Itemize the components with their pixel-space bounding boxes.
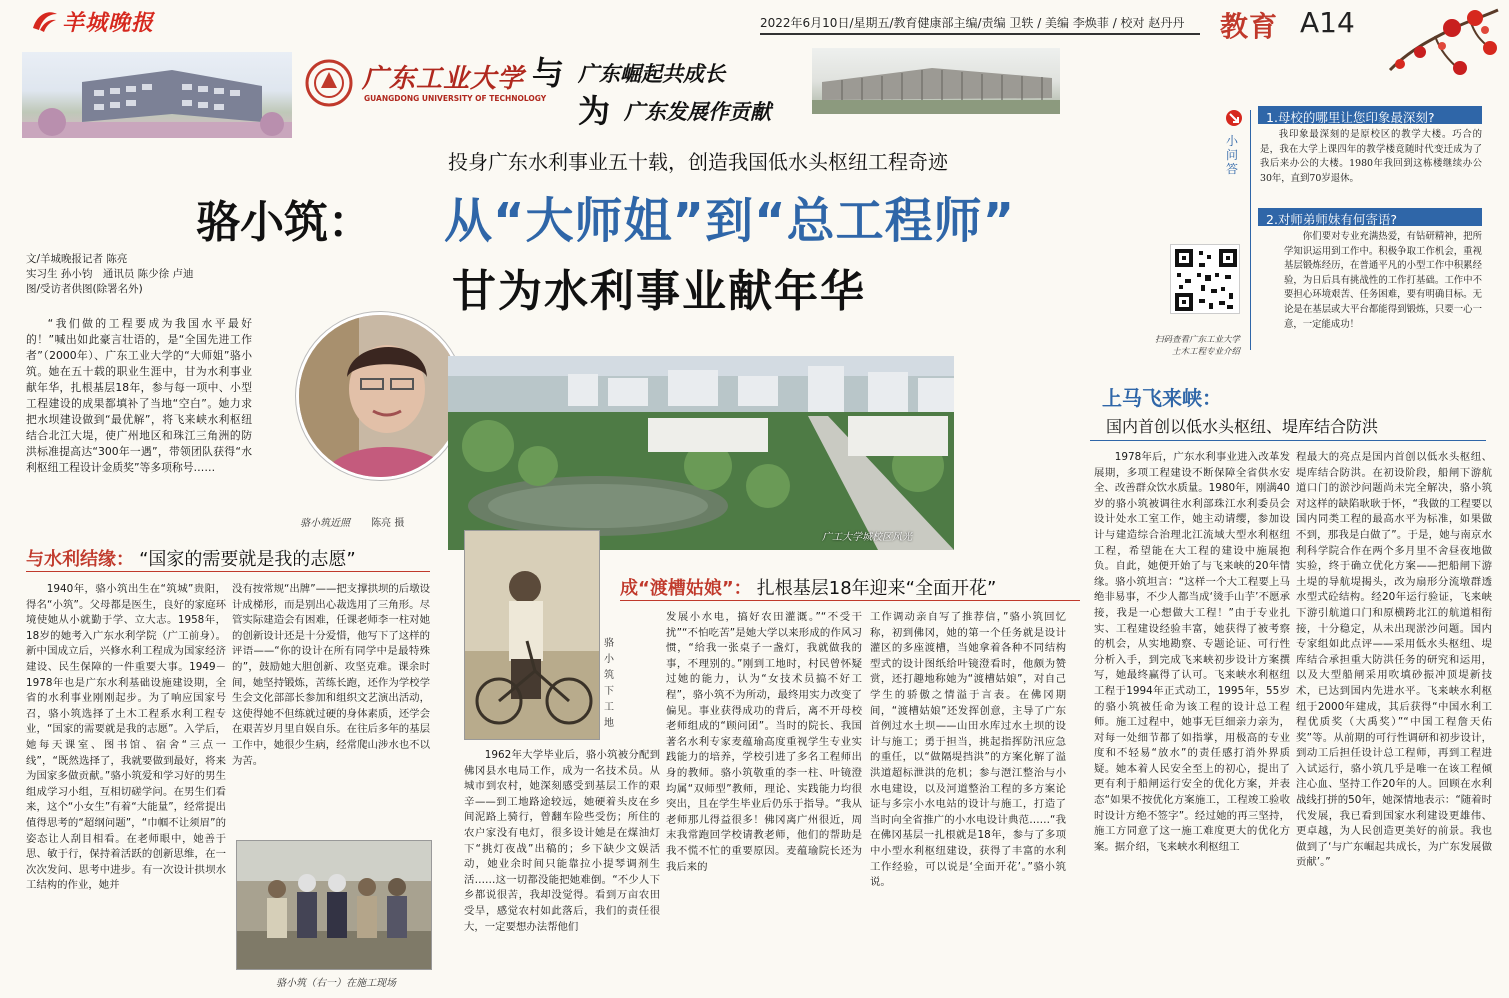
section-name: 教育: [1220, 10, 1279, 43]
qa-answer-1: [1260, 128, 1482, 204]
headline-kicker: 投身广东水利事业五十载，创造我国低水头枢纽工程奇迹: [448, 150, 948, 174]
building-photo-left: [22, 52, 292, 138]
section2-subtitle: 扎根基层18年迎来“全面开花”: [756, 578, 997, 599]
section2-column-1: [464, 748, 660, 994]
section1-title: 与水利结缘：: [26, 549, 134, 570]
qr-caption-line2: 土木工程专业介绍: [1171, 347, 1240, 357]
qa-arrow-icon: [1226, 110, 1242, 126]
portrait-credit: 陈亮 摄: [371, 518, 405, 529]
campus-photo: [448, 356, 954, 550]
byline-interns: 实习生 孙小钧 通讯员 陈少徐 卢迪: [26, 268, 194, 280]
section3-col2-text: 程最大的亮点是国内首创以低水头枢纽、堤库结合防洪。在初设阶段，船闸下游航道口门的淤沙问题尚未完全解决，骆小筑对这样的缺陷耿耿于怀，“我做的工程要以国内同类工程的最高水平为标准，如果做不到，那我是白做了”。于是，她与南京水利科学院合作在两个多月里不舍昼夜地做实验，终于确立优化方案——把船闸下游土堤的导航堤揭头，改为扇形分流墩群透水型式砼结构。经20年运行验证，飞来峡下游引航道口门和原横跨北江的航道相衔接，十分稳定，从未出现淤沙问题。国内专家组如此点评——采用低水头枢纽、堤库结合承担重大防洪任务的研究和运用，以及大型船闸采用吹填砂振冲顶堤新技术，已达到国内先进水平。飞来峡水利枢纽于2000年建成，其后获得“中国水利工程优质奖（大禹奖）”“中国工程詹天佑奖”等。从前期的可行性调研和初步设计，到动工后担任设计总工程师，再到工程进入试运行，骆小筑几乎是唯一在该工程倾注心血、坚持工作20年的人。回顾在水利战线打拼的50年，她深情地表示：“随着时代发展，我已看到国家水利建设更雄伟、更卓越，为人民创造更美好的前景。我也做到了‘与广东崛起共成长，为广东发展做贡献’。”: [1296, 451, 1492, 869]
section2-title: 成“渡槽姑娘”：: [620, 578, 752, 599]
section3-rule: [1090, 440, 1486, 441]
qa-question-1: 1.母校的哪里让您印象最深刻?: [1258, 106, 1482, 124]
slogan-1: 广东崛起共成长: [578, 61, 725, 86]
slogan-2-lead: 为: [578, 92, 611, 130]
young-photo: [464, 530, 600, 740]
byline: [26, 252, 256, 297]
section3-col1-text: 1978年后，广东水利事业进入改革发展期，多项工程建设不断保障全省供水安全、改善群众饮水质量。1980年，刚满40岁的骆小筑被调往水利部珠江水利委员会设计处水工室工作，她主动请缨，参加设计与建造综合治理北江流域大型水利枢纽工程，希望能在大工程的建设中施展抱负。自此，她便开始了与飞来峡的20年情缘。骆小筑坦言：“这样一个大工程要上马绝非易事，不少人都当成‘烫手山芋’不愿承接，我是一心想做大工程！”由于专业扎实、工程建设经验丰富，她获得了被考察的机会，从实地勘察、专题论证、可行性分析入手，到完成飞来峡初步设计方案撰写，她最终赢得了认可。飞来峡水利枢纽工程于1994年正式动工，1995年，55岁的骆小筑被任命为该工程的设计总工程师。施工过程中，她事无巨细亲力亲为，对每一处细节都了如指掌，用极高的专业度和不轻易“放水”的责任感打消外界质疑。她本着人民安全至上的初心，提出了更有利于船闸运行安全的优化方案，并表态“如果不按优化方案施工，工程竣工验收时设计方绝不签字”。经过她的再三坚持，施工方同意了这一施工难度更大的优化方案。据介绍，飞来峡水利枢纽工: [1094, 451, 1290, 853]
intro-paragraph: [26, 316, 252, 516]
qa-answer-1-text: 我印象最深刻的是原校区的教学大楼。巧合的是，我在大学上课四年的教学楼竟随时代变迁成为了我后来办公的大楼。1980年我回到这栋楼继续办公30年，直到70岁退休。: [1260, 129, 1482, 184]
dateline: 2022年6月10日/星期五/教育健康部主编/责编 卫轶 / 美编 李焕菲 / 校对 赵丹丹: [760, 16, 1185, 30]
qa-divider: [1250, 110, 1251, 350]
qr-code: [1170, 244, 1240, 314]
qa-question-2: 2.对师弟师妹有何寄语?: [1258, 208, 1482, 226]
section2-col3-text: 工作调动亲自写了推荐信，”骆小筑回忆称，初到佛冈，她的第一个任务就是设计灌区的多座渡槽，当她拿着各种不同结构型式的设计图纸给叶镜澄看时，他颇为赞赏，还打趣地称她为“渡槽姑娘”，对自己学生的骄傲之情溢于言表。在佛冈期间，“渡槽姑娘”还发挥创意，主导了广东首例过水土坝——山田水库过水土坝的设计与施工；勇于担当，挑起指挥防汛应急的重任，以“做隔堤挡洪”的方案化解了溢洪道超标泄洪的危机；参与潖江整治与小水电建设，以及河道整治工程的多方案论证与多宗小水电站的设计与施工，打造了当时向全省推广的小水电设计典范……“我在佛冈基层一扎根就是18年，参与了多项中小型水利枢纽建设，获得了丰富的水利工作经验，可以说是‘全面开花’。”骆小筑说。: [870, 611, 1066, 889]
byline-author: 文/羊城晚报记者 陈亮: [26, 253, 128, 265]
section3-subtitle: 国内首创以低水头枢纽、堤库结合防洪: [1106, 417, 1379, 436]
section3-column-1: [1094, 450, 1290, 994]
portrait-caption: [300, 514, 460, 529]
young-caption: 骆小筑下工地: [604, 638, 614, 729]
paper-logo-icon: [30, 8, 60, 34]
site-photo: [236, 840, 432, 970]
campus-caption: 广工大学城校区风光: [822, 532, 912, 543]
byline-photo-credit: 图/受访者供图(除署名外): [26, 283, 143, 295]
section2-rule: [620, 600, 1080, 601]
banner: [22, 48, 1200, 140]
qa-side-label: 小问答: [1226, 134, 1239, 176]
section1-col2-text: 没有按常规“出牌”——把支撑拱坝的后墩设计成梯形，而是别出心裁选用了三角形。尽管实际建造会有困难，任课老师李一柱对她的创新设计还是十分爱惜，他写下了这样的评语——“你的设计在所有同学中是最特殊的”，鼓励她大胆创新、攻坚克难。课余时间，她坚持锻炼，苦练长跑，还作为学校学生会文化部部长参加和组织文艺演出活动，这使得她不但练就过硬的身体素质，还学会在艰苦岁月里自娱自乐。在往后多年的基层工作中，她很少生病，经常爬山涉水也不以为苦。: [232, 583, 430, 767]
masthead: [0, 0, 1509, 48]
qr-caption: [1120, 334, 1240, 358]
section1-subtitle: “国家的需要就是我的志愿”: [139, 549, 356, 570]
university-name-cn: 广东工业大学: [362, 64, 525, 94]
section2-heading: [620, 574, 996, 600]
masthead-rule: [760, 33, 1200, 35]
headline-second: 甘为水利事业献年华: [452, 266, 866, 317]
site-caption: 骆小筑（右一）在施工现场: [276, 978, 396, 989]
section2-col1-text: 1962年大学毕业后，骆小筑被分配到佛冈县水电局工作，成为一名技术员。从城市到农村，她深刻感受到基层工作的艰辛——到工地路途较远，她硬着头皮在乡间泥路上骑行，曾翻车险些受伤；所住的农户家没有电灯，很多设计她是在煤油灯下“挑灯夜战”出稿的；乡下缺少文娱活动，她业余时间只能靠拉小提琴调剂生活……这一切都没能把她难倒。“不少人下乡都说很苦，我却没觉得。看到万亩农田受旱，感觉农村如此落后，我们的责任很大，一定要想办法帮他们: [464, 749, 660, 933]
section1-col1-text: 1940年，骆小筑出生在“筑城”贵阳，得名“小筑”。父母都是医生，良好的家庭环境使她从小就勤于学、立大志。1958年，18岁的她考入广东水利学院（广工前身）。新中国成立后，兴修水利工程成为国家经济建设、民生保障的一件重要大事。1949－1978年也是广东水利基础设施建设期，全省的水利事业刚刚起步。为了响应国家号召，骆小筑选择了土木工程系水利工程专业，“国家的需要就是我的志愿”。入学后，她每天课室、图书馆、宿舍“三点一线”，“既然选择了，我就要做到最好，将来为国家多做贡献。”骆小筑爱和学习好的男生组成学习小组，互相切磋学问。在男生们看来，这个“小女生”有着“大能量”，经常提出值得思考的“超纲问题”，“巾帼不让须眉”的姿态让人刮目相看。在老师眼中，她善于思、敏于行，保持着活跃的创新思维，在一次次发问、思考中进步。有一次设计拱坝水工结构的作业，她并: [26, 583, 226, 892]
section3-title: 上马飞来峡：: [1102, 386, 1222, 410]
slogan-2: 广东发展作贡献: [624, 99, 771, 124]
section2-column-3: [870, 610, 1066, 994]
building-photo-right: [812, 48, 1060, 114]
qa-answer-2: [1284, 230, 1482, 378]
intro-text: “我们做的工程要成为我国水平最好的！”喊出如此豪言壮语的，是“全国先进工作者”（2000年）、广东工业大学的“大师姐”骆小筑。她在五十载的职业生涯中，甘为水利事业献年华，扎根基层18年，参与每一项中、小型工程建设的成果都填补了当地“空白”。她力求把水坝建设做到“最优解”，将飞来峡水利枢纽结合北江大堤，使广州地区和珠江三角洲的防洪标准提高达“300年一遇”，带领团队获得“水利枢纽工程设计金质奖”等多项称号……: [26, 317, 252, 474]
plum-blossom-icon: [1380, 0, 1500, 90]
section2-column-2: [666, 610, 862, 994]
portrait-photo: [296, 312, 464, 480]
portrait-caption-text: 骆小筑近照: [300, 518, 350, 529]
qa-answer-2-text: 你们要对专业充满热爱，有钻研精神，把所学知识运用到工作中。积极争取工作机会，重视基层锻炼经历，在普通平凡的小型工作中积累经验，为日后具有挑战性的工作打基础。工作中不要担心环境艰苦、任务困难，要有明确目标。无论是在基层或大平台都能得到锻炼，只要一心一意，一定能成功！: [1284, 231, 1482, 330]
section1-column-2: [232, 582, 430, 834]
qr-caption-line1: 扫码查看广东工业大学: [1154, 335, 1240, 345]
headline-name: 骆小筑：: [196, 197, 372, 248]
page-number: A14: [1300, 6, 1355, 39]
section2-col2-text: 发展小水电，搞好农田灌溉。”“不受干扰”“不怕吃苦”是她大学以来形成的作风习惯，“给我一张桌子一盏灯，我就做我的事，不理别的。”刚到工地时，村民曾怀疑过她的能力，认为“女技术员搞不好工程”，骆小筑不为所动，最终用实力改变了偏见。事业获得成功的背后，离不开母校老师组成的“顾问团”。当时的院长、我国著名水利专家麦蕴瑜高度重视学生专业实践能力的培养，学校引进了多名工程师出身的教师。骆小筑敬重的李一柱、叶镜澄均属“双师型”教师，理论、实践能力均很突出，且在学生毕业后仍乐于指导。“我从老师那儿得益很多！佛冈离广州很近，周末我常跑回学校请教老师，他们的帮助是我不慌不忙的重要原因。麦蕴瑜院长还为我后来的: [666, 611, 862, 873]
section1-rule: [26, 571, 430, 572]
section1-column-1: [26, 582, 226, 994]
slogan-1-lead: 与: [532, 54, 565, 92]
university-name-en: GUANGDONG UNIVERSITY OF TECHNOLOGY: [364, 94, 547, 103]
headline-main: 从“大师姐”到“总工程师”: [444, 193, 1016, 249]
paper-name: 羊城晚报: [62, 10, 155, 36]
gdut-emblem-icon: [304, 58, 354, 108]
section3-column-2: [1296, 450, 1492, 994]
section1-heading: [26, 545, 356, 571]
